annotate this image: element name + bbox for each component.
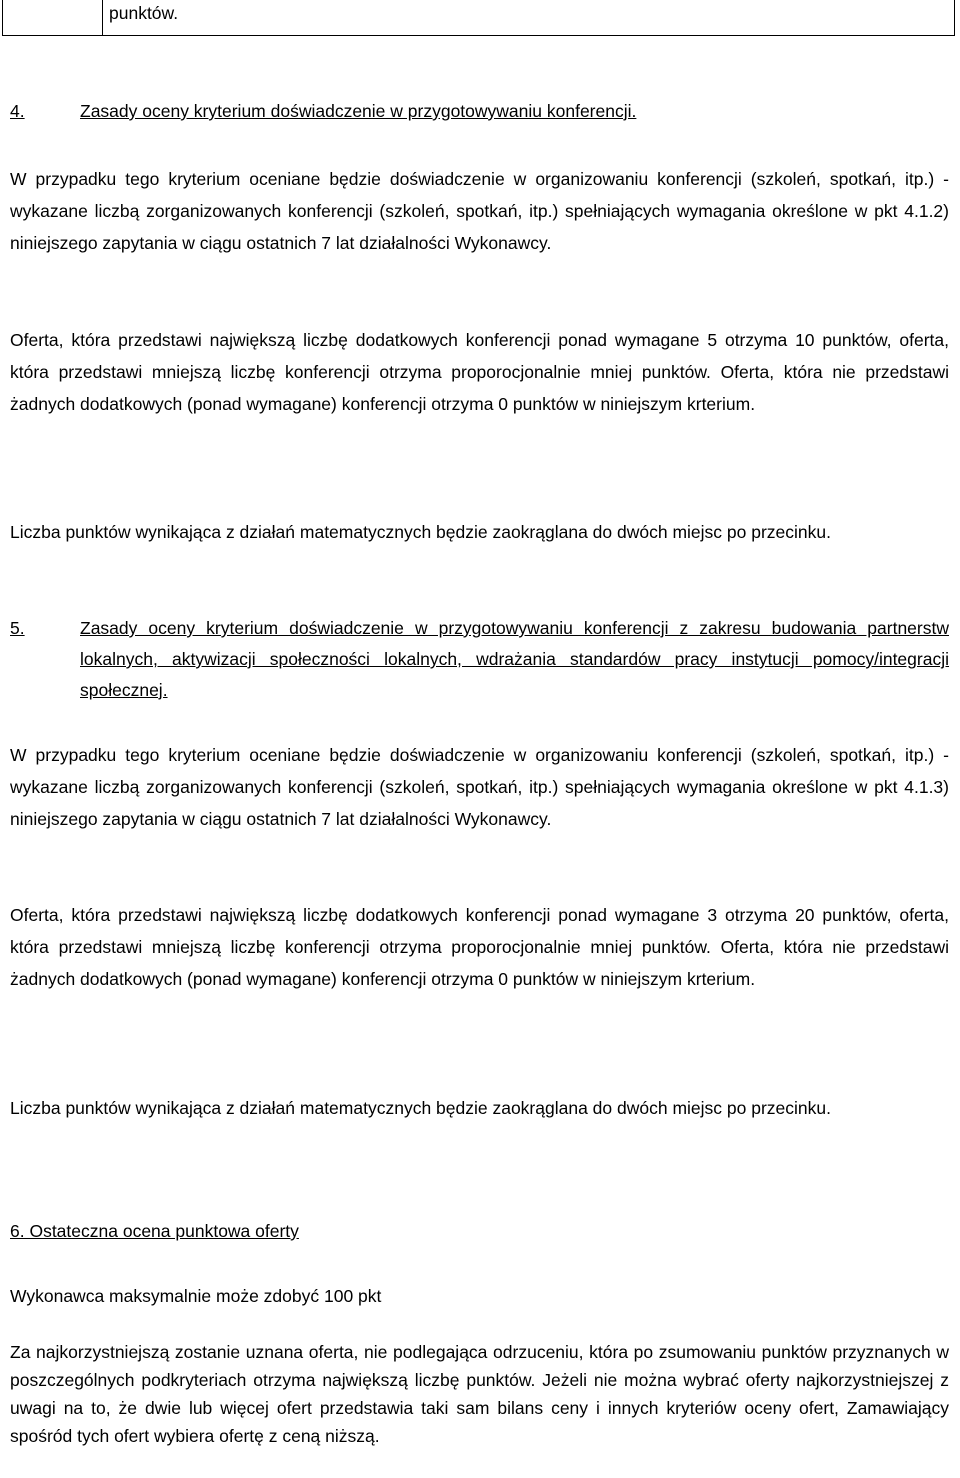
section-4-paragraph-1: W przypadku tego kryterium oceniane będzie doświadczenie w organizowaniu konferencji (szkoleń, spotkań, itp.) - wykazane liczbą zorganizowanych konferencji (szkoleń, spotkań, itp.) spełniających wymagania określone w pkt 4.1.2) niniejszego zapytania w ciągu ostatnich 7 lat działalności Wykonawcy. bbox=[10, 169, 949, 253]
section-4-number: 4. bbox=[10, 101, 25, 121]
section-4-title: Zasady oceny kryterium doświadczenie w przygotowywaniu konferencji. bbox=[80, 101, 637, 121]
section-6-paragraph-2: Za najkorzystniejszą zostanie uznana oferta, nie podlegająca odrzuceniu, która po zsumowaniu punktów przyznanych w poszczególnych podkryteriach otrzyma największą liczbę punktów. Jeżeli nie można wybrać oferty najkorzystniejszej z uwagi na to, że dwie lub więcej ofert przedstawia taki sam bilans ceny i innych kryteriów oceny ofert, Zamawiający spośród tych ofert wybiera ofertę z ceną niższą. bbox=[10, 1342, 949, 1446]
table-cell-empty bbox=[3, 0, 103, 35]
section-6-paragraph-1: Wykonawca maksymalnie może zdobyć 100 pkt bbox=[10, 1286, 382, 1306]
section-6-heading bbox=[10, 1221, 949, 1242]
section-4-paragraph-3: Liczba punktów wynikająca z działań matematycznych będzie zaokrąglana do dwóch miejsc po przecinku. bbox=[10, 522, 831, 542]
section-4-heading bbox=[10, 101, 949, 122]
section-5-number: 5. bbox=[10, 618, 25, 638]
section-5-paragraph-1: W przypadku tego kryterium oceniane będzie doświadczenie w organizowaniu konferencji (szkoleń, spotkań, itp.) - wykazane liczbą zorganizowanych konferencji (szkoleń, spotkań, itp.) spełniających wymagania określone w pkt 4.1.3) niniejszego zapytania w ciągu ostatnich 7 lat działalności Wykonawcy. bbox=[10, 745, 949, 829]
section-5-paragraph-2: Oferta, która przedstawi największą liczbę dodatkowych konferencji ponad wymagane 3 otrzyma 20 punktów, oferta, która przedstawi mniejszą liczbę konferencji otrzyma proporocjonalnie mniej punktów. Oferta, która nie przedstawi żadnych dodatkowych (ponad wymagane) konferencji otrzyma 0 punktów w niniejszym krterium. bbox=[10, 905, 949, 989]
section-4-paragraph-2: Oferta, która przedstawi największą liczbę dodatkowych konferencji ponad wymagane 5 otrzyma 10 punktów, oferta, która przedstawi mniejszą liczbę konferencji otrzyma proporocjonalnie mniej punktów. Oferta, która nie przedstawi żadnych dodatkowych (ponad wymagane) konferencji otrzyma 0 punktów w niniejszym krterium. bbox=[10, 330, 949, 414]
section-5-heading bbox=[10, 613, 949, 706]
table-fragment bbox=[2, 0, 955, 36]
section-5-paragraph-3: Liczba punktów wynikająca z działań matematycznych będzie zaokrąglana do dwóch miejsc po przecinku. bbox=[10, 1098, 831, 1118]
table-cell-text: punktów. bbox=[109, 3, 179, 23]
section-6-title: 6. Ostateczna ocena punktowa oferty bbox=[10, 1221, 299, 1241]
section-5-title: Zasady oceny kryterium doświadczenie w przygotowywaniu konferencji z zakresu budowania partnerstw lokalnych, aktywizacji społeczności lokalnych, wdrażania standardów pracy instytucji pomocy/integracji społecznej. bbox=[80, 618, 949, 700]
